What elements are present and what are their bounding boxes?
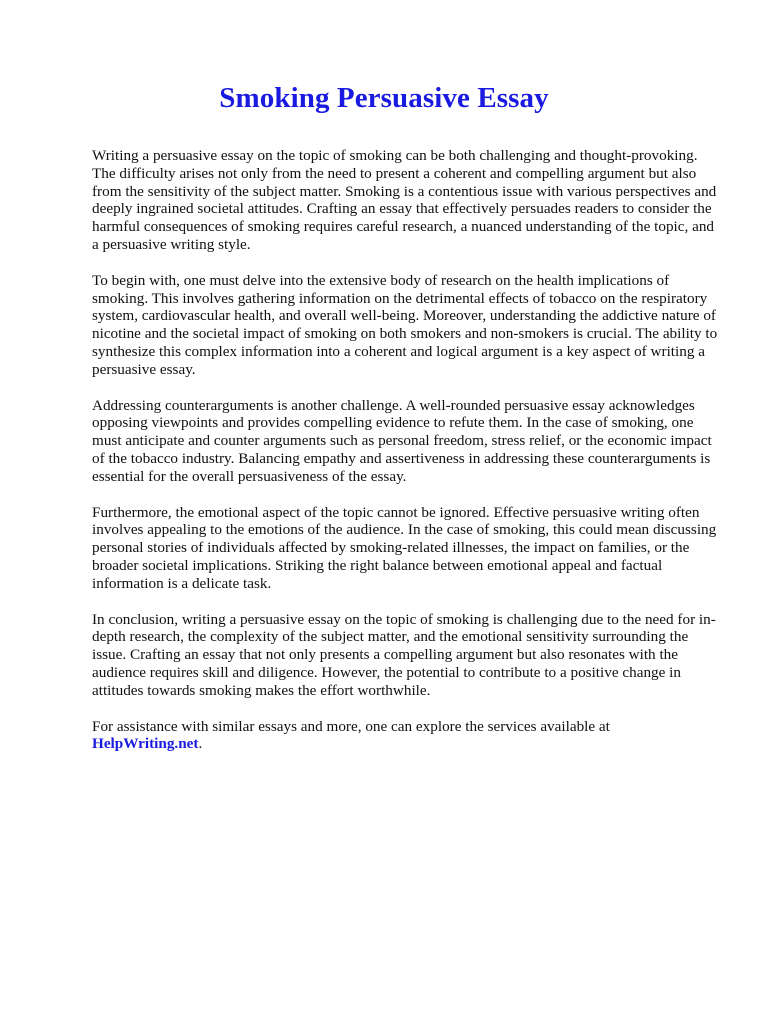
closing-paragraph — [92, 718, 722, 754]
paragraph-5: In conclusion, writing a persuasive essay on the topic of smoking is challenging due to the need for in-depth research, the complexity of the subject matter, and the emotional sensitivity surrounding the issue. Crafting an essay that not only presents a compelling argument but also resonates with the audience requires skill and diligence. However, the potential to contribute to a positive change in attitudes towards smoking makes the effort worthwhile. — [92, 610, 716, 699]
essay-body — [92, 147, 722, 753]
page-title: Smoking Persuasive Essay — [219, 82, 549, 114]
paragraph-1: Writing a persuasive essay on the topic of smoking can be both challenging and thought-provoking. The difficulty arises not only from the need to present a coherent and compelling argument but also from the sensitivity of the subject matter. Smoking is a contentious issue with various perspectives and deeply ingrained societal attitudes. Crafting an essay that effectively persuades readers to consider the harmful consequences of smoking requires careful research, a nuanced understanding of the topic, and a persuasive writing style. — [92, 147, 717, 253]
closing-text: For assistance with similar essays and more, one can explore the services available at — [92, 717, 610, 735]
paragraph-4: Furthermore, the emotional aspect of the topic cannot be ignored. Effective persuasive writing often involves appealing to the emotions of the audience. In the case of smoking, this could mean discussing personal stories of individuals affected by smoking-related illnesses, the impact on families, or the broader societal implications. Striking the right balance between emotional appeal and factual information is a delicate task. — [92, 503, 717, 592]
helpwriting-link[interactable]: HelpWriting.net — [92, 735, 199, 753]
paragraph-2: To begin with, one must delve into the extensive body of research on the health implications of smoking. This involves gathering information on the detrimental effects of tobacco on the respiratory system, cardiovascular health, and overall well-being. Moreover, understanding the addictive nature of nicotine and the societal impact of smoking on both smokers and non-smokers is crucial. The ability to synthesize this complex information into a coherent and logical argument is a key aspect of writing a persuasive essay. — [92, 271, 718, 378]
closing-period: . — [198, 735, 203, 753]
paragraph-3: Addressing counterarguments is another challenge. A well-rounded persuasive essay acknowledges opposing viewpoints and provides compelling evidence to refute them. In the case of smoking, one must anticipate and counter arguments such as personal freedom, stress relief, or the economic impact of the tobacco industry. Balancing empathy and assertiveness in addressing these counterarguments is essential for the overall persuasiveness of the essay. — [92, 396, 712, 485]
